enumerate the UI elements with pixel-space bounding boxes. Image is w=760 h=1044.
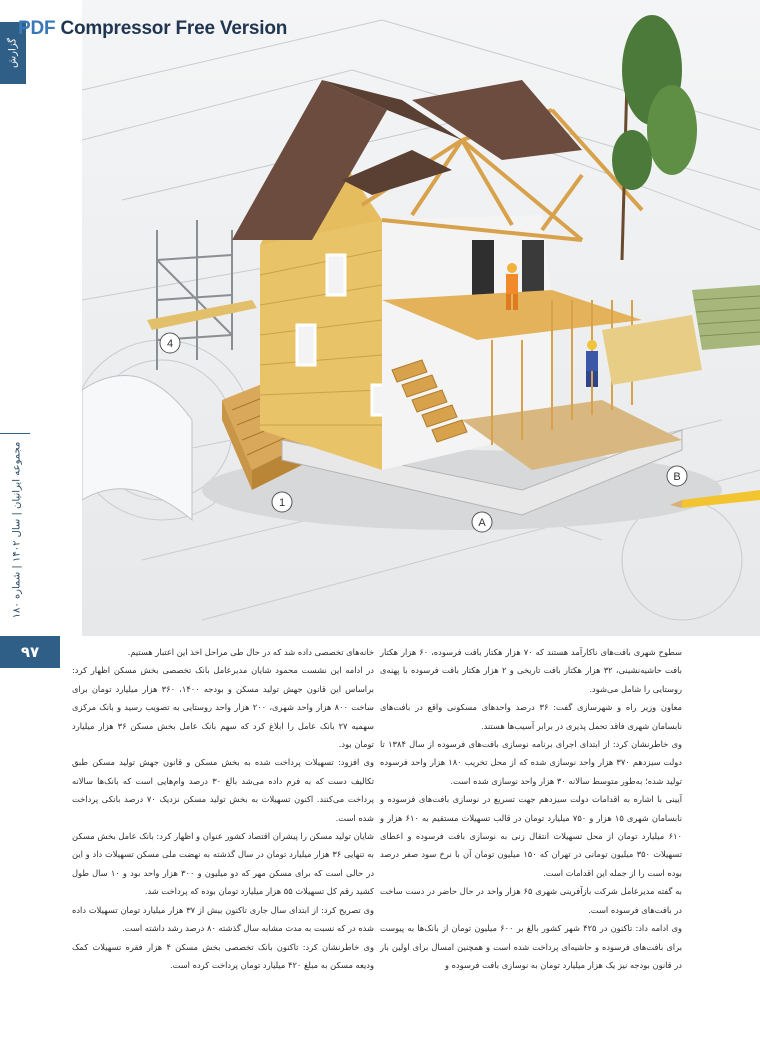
money-stack: [692, 285, 760, 350]
paragraph: معاون وزیر راه و شهرسازی گفت: ۳۶ درصد واحدهای مسکونی واقع در بافت‌های نابسامان شهری فاقد تحمل پذیری در برابر آسیب‌ها هستند.: [380, 702, 682, 731]
article-column-left: [72, 643, 374, 974]
paragraph: سطوح شهری بافت‌های ناکارآمد هستند که ۷۰ هزار هکتار بافت فرسوده، ۶۰ هزار هکتار بافت حاشیه‌نشینی، ۳۲ هزار هکتار بافت تاریخی و ۲ هزار هکتار بافت فرسوده با پهنه‌ی روستایی را شامل می‌شود.: [380, 647, 682, 694]
paragraph: وی تصریح کرد: از ابتدای سال جاری تاکنون بیش از ۳۷ هزار میلیارد تومان تسهیلات داده شده در که نسبت به مدت مشابه سال گذشته ۸۰ درصد رشد داشته است.: [72, 904, 375, 934]
paragraph: وی خاطرنشان کرد: از ابتدای اجرای برنامه نوسازی بافت‌های فرسوده از سال ۱۳۸۴ تا دولت سیزدهم ۳۷۰ هزار واحد نوسازی شده که از محل تخریب ۱۸۰ هزار واحد فرسوده تولید شده؛ به‌طور متوسط سالانه ۳۰ هزار واحد نوسازی شده است.: [380, 739, 683, 786]
grid-label-4: 4: [166, 338, 174, 350]
grid-label-1: 1: [278, 497, 286, 509]
article-column-right: [380, 643, 682, 974]
paragraph: وی ادامه داد: تاکنون در ۴۲۵ شهر کشور بالغ بر ۶۰۰ میلیون تومان از بانک‌ها به پیوست برای بافت‌های فرسوده و حاشیه‌ای پرداخت شده است و همچنین امسال برای اولین بار در قانون بودجه نیز یک هزار میلیارد تومان به نوسازی بافت فرسوده و: [380, 923, 683, 970]
paragraph: به گفته مدیرعامل شرکت بازآفرینی شهری ۶۵ هزار واحد در حال حاضر در دست ساخت در بافت‌های فرسوده است.: [380, 886, 682, 915]
paragraph: خانه‌های تخصصی داده شد که در حال طی مراحل اخذ این اعتبار هستیم.: [127, 647, 374, 657]
paragraph: شایان تولید مسکن را پیشران اقتصاد کشور عنوان و اظهار کرد: بانک عامل بخش مسکن به تنهایی ۳۶ هزار میلیارد تومان در سال گذشته به نهضت ملی مسکن تسهیلات داد و این در حالی است که برای مسکن مهر که دو میلیون و ۳۰۰ هزار واحد بود و ۱۰ سال طول کشید رقم کل تسهیلات ۵۵ هزار میلیارد تومان بوده که پرداخت شد.: [72, 831, 375, 897]
paragraph: وی خاطرنشان کرد: تاکنون بانک تخصصی بخش مسکن ۴ هزار فقره تسهیلات کمک ودیعه مسکن به مبلغ ۴۲۰ میلیارد تومان پرداخت کرده است.: [72, 941, 374, 970]
paragraph: آیینی با اشاره به اقدامات دولت سیزدهم جهت تسریع در نوسازی بافت‌های فرسوده و نابسامان شهری ۱۵ هزار و ۷۵۰ میلیارد تومان در قالب تسهیلات مستقیم به ۶۱۰ هزار و ۶۱۰ میلیارد تومان از محل تسهیلات انتقال زنی به نوسازی بافت فرسوده و اعطای تسهیلات ۳۵۰ میلیون تومانی در تهران که ۱۵۰ میلیون تومان آن با نرخ سود صفر درصد بوده است را از جمله این اقدامات است.: [380, 794, 683, 878]
paragraph: وی افزود: تسهیلات پرداخت شده به بخش مسکن و قانون جهش تولید مسکن طبق تکالیف دست که به فرم داده می‌شد بالغ ۳۰ درصد وام‌هایی است که بانک‌ها سالانه پرداخت می‌کنند. اکنون تسهیلات به بخش تولید مسکن نزدیک ۷۰ درصد بانکی پرداخت شده است.: [72, 757, 375, 823]
pdf-compressor-watermark: PDF Compressor Free Version: [18, 18, 288, 39]
page-number: ۹۷: [0, 636, 60, 668]
journal-info: [4, 420, 30, 640]
grid-label-a: A: [478, 517, 486, 529]
house-construction-illustration: [82, 0, 760, 636]
hero-illustration: [82, 0, 760, 636]
grid-label-b: B: [673, 471, 681, 483]
journal-info-text: مجموعه ایرانیان | سال ۱۴۰۲ | شماره ۱۸۰: [11, 441, 23, 619]
section-label: گزارش: [7, 37, 19, 69]
paragraph: در ادامه این نشست محمود شایان مدیرعامل بانک تخصصی بخش مسکن اظهار کرد: براساس این قانون جهش تولید مسکن و بودجه ۱۴۰۰، ۳۶۰ هزار میلیارد تومان برای ساخت ۸۰۰ هزار واحد شهری، ۲۰۰ هزار واحد روستایی به تصویب رسید و بانک مرکزی سهمیه ۲۷ بانک عامل را ابلاغ کرد که سهم بانک عامل بخش مسکن ۳۶ هزار میلیارد تومان بود.: [72, 665, 375, 750]
